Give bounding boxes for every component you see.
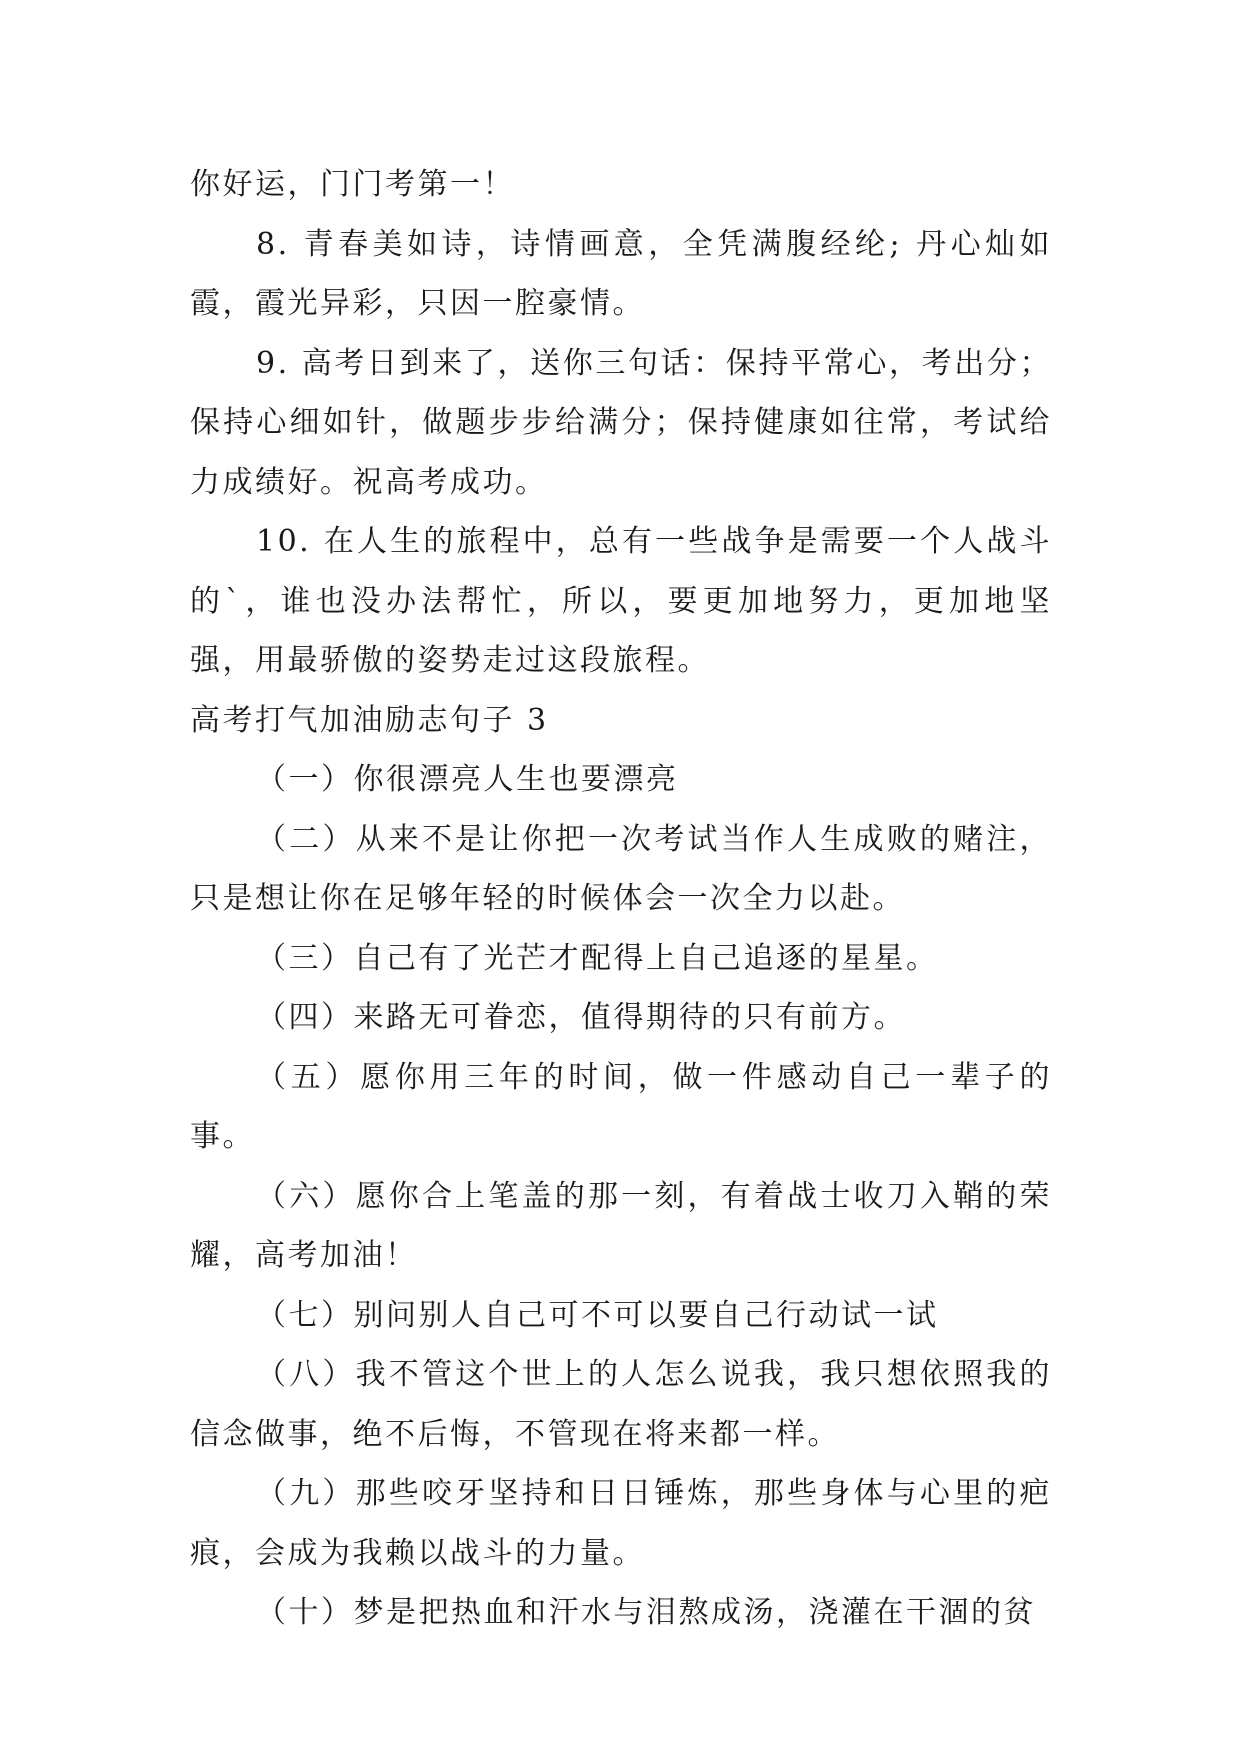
paragraph-continuation: 你好运，门门考第一！ xyxy=(190,167,515,202)
list-item: （五）愿你用三年的时间，做一件感动自己一辈子的事。 xyxy=(190,1059,1052,1154)
list-item: （七）别问别人自己可不可以要自己行动试一试 xyxy=(256,1297,939,1333)
paragraph-item-10: 10. 在人生的旅程中，总有一些战争是需要一个人战斗的`，谁也没办法帮忙，所以，要更加地努力，更加地坚强，用最骄傲的姿势走过这段旅程。 xyxy=(190,524,1052,678)
list-item: （十）梦是把热血和汗水与泪熬成汤，浇灌在干涸的贫 xyxy=(256,1595,1036,1630)
list-item: （二）从来不是让你把一次考试当作人生成败的赌注，只是想让你在足够年轻的时候体会一次全力以赴。 xyxy=(190,821,1052,916)
paragraph-item-9: 9. 高考日到来了，送你三句话：保持平常心，考出分；保持心细如针，做题步步给满分；保持健康如往常，考试给力成绩好。祝高考成功。 xyxy=(190,345,1052,500)
list-item: （八）我不管这个世上的人怎么说我，我只想依照我的信念做事，绝不后悔，不管现在将来都一样。 xyxy=(190,1357,1052,1452)
section-heading: 高考打气加油励志句子 3 xyxy=(190,702,549,738)
list-item: （六）愿你合上笔盖的那一刻，有着战士收刀入鞘的荣耀，高考加油！ xyxy=(190,1178,1052,1273)
list-item: （三）自己有了光芒才配得上自己追逐的星星。 xyxy=(256,940,939,976)
list-item: （一）你很漂亮人生也要漂亮 xyxy=(256,762,679,797)
list-item: （四）来路无可眷恋，值得期待的只有前方。 xyxy=(256,1000,906,1035)
list-item: （九）那些咬牙坚持和日日锤炼，那些身体与心里的疤痕，会成为我赖以战斗的力量。 xyxy=(190,1476,1052,1571)
document-body xyxy=(190,155,1052,1643)
paragraph-item-8: 8. 青春美如诗，诗情画意，全凭满腹经纶; 丹心灿如霞，霞光异彩，只因一腔豪情。 xyxy=(190,226,1052,321)
